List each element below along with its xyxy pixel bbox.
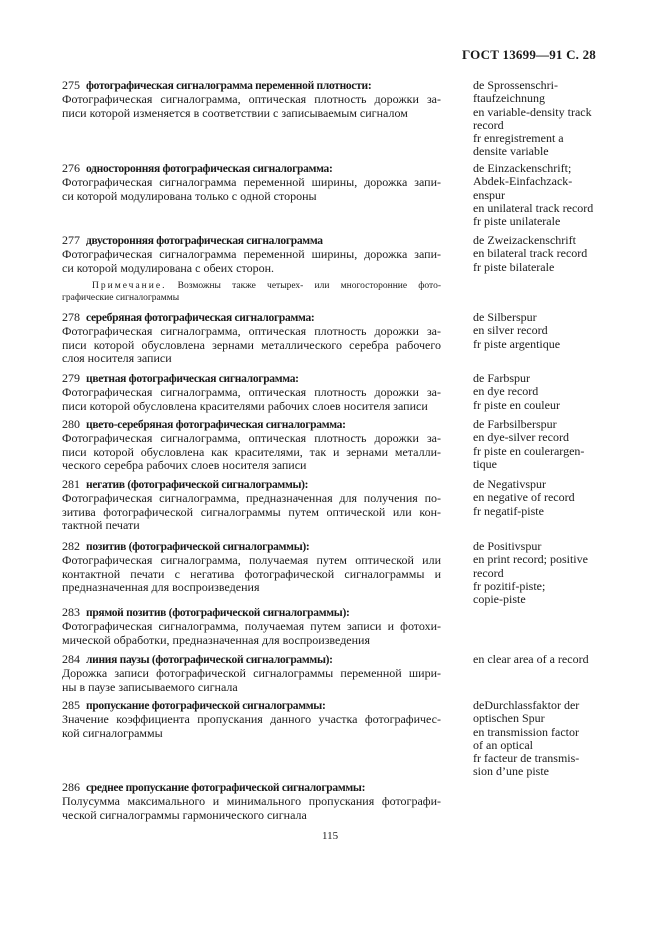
note-label: Примечание. (92, 281, 167, 291)
definition-line: Значение коэффициента пропускания данного участка фотографичес- (62, 712, 441, 727)
definition-line: писи которой обусловлена как красителями, так и зернами металли- (62, 444, 441, 459)
equivalent-line: en dye-silver record (473, 430, 569, 445)
term-entry (62, 162, 441, 203)
term-entry (62, 606, 441, 647)
note (62, 280, 441, 304)
foreign-equivalents (473, 162, 643, 228)
equivalent-line: sion d’une piste (473, 764, 549, 779)
term-entry (62, 79, 441, 120)
definition-line: кой сигналограммы (62, 725, 163, 740)
equivalent-line: en transmission factor (473, 724, 579, 739)
foreign-equivalents (473, 418, 643, 471)
foreign-equivalents (473, 699, 643, 779)
term-title (62, 372, 441, 386)
equivalent-line: fr piste en couleur (473, 397, 560, 412)
equivalent-line: de Zweizackenschrift (473, 233, 576, 247)
term-number: 278 (62, 310, 80, 324)
equivalent-line: de Negativspur (473, 477, 546, 491)
term-number: 280 (62, 417, 80, 431)
definition-line: си которой модулирована с обеих сторон. (62, 260, 274, 275)
equivalent-line: en dye record (473, 384, 539, 399)
term-name: цвето-серебряная фотографическая сигналограмма: (86, 419, 346, 431)
equivalent-line: de Positivspur (473, 539, 542, 553)
term-number: 275 (62, 78, 80, 92)
equivalent-line: enspur (473, 187, 505, 202)
term-number: 285 (62, 698, 80, 712)
equivalent-line: record (473, 117, 504, 132)
equivalent-line: en variable-density track (473, 104, 592, 119)
term-name: односторонняя фотографическая сигналограмма: (86, 163, 333, 175)
definition-line: си которой модулирована только с одной стороны (62, 188, 317, 203)
definition-line: Фотографическая сигналограмма, предназначенная для получения по- (62, 491, 441, 506)
term-entry (62, 372, 441, 413)
definition-line: Фотографическая сигналограмма, оптическая плотность дорожки за- (62, 385, 441, 400)
foreign-equivalents (473, 311, 643, 351)
term-title (62, 162, 441, 176)
foreign-equivalents (473, 234, 643, 274)
term-entry (62, 653, 441, 694)
foreign-equivalents (473, 372, 643, 412)
equivalent-line: optischen Spur (473, 711, 545, 726)
term-number: 282 (62, 539, 80, 553)
foreign-equivalents (473, 653, 643, 666)
definition-line: мической обработки, предназначенная для воспроизведения (62, 632, 370, 647)
term-name: двусторонняя фотографическая сигналограмма (86, 235, 323, 247)
equivalent-line: fr pozitif-piste; (473, 578, 546, 593)
definition-line: Фотографическая сигналограмма, оптическая плотность дорожки за- (62, 92, 441, 107)
term-entry (62, 781, 441, 822)
definition-line: ны в паузе записываемого сигнала (62, 679, 238, 694)
equivalent-line: fr enregistrement a (473, 131, 564, 146)
term-entry (62, 234, 441, 275)
foreign-equivalents (473, 540, 643, 606)
term-entry (62, 418, 441, 472)
term-name: цветная фотографическая сигналограмма: (86, 373, 299, 385)
foreign-equivalents (473, 478, 643, 518)
page-number: 115 (322, 830, 339, 842)
equivalent-line: en unilateral track record (473, 200, 594, 215)
definition-line: Фотографическая сигналограмма переменной ширины, дорожка запи- (62, 247, 441, 262)
definition-line: ческого серебра рабочих слоев носителя записи (62, 457, 307, 472)
definition-line: писи которой обусловлена красителями рабочих слоев носителя записи (62, 398, 428, 413)
equivalent-line: de Farbsilberspur (473, 417, 557, 431)
term-title (62, 311, 441, 325)
equivalent-line: fr piste argentique (473, 336, 561, 351)
definition-line: Фотографическая сигналограмма, получаемая путем записи и фотохи- (62, 619, 441, 634)
equivalent-line: en print record; positive (473, 552, 588, 567)
equivalent-line: deDurchlassfaktor der (473, 698, 580, 712)
equivalent-line: Abdek-Einfachzack- (473, 174, 573, 189)
term-number: 281 (62, 477, 80, 491)
term-title (62, 79, 441, 93)
equivalent-line: en negative of record (473, 490, 575, 505)
term-entry (62, 311, 441, 365)
equivalent-line: tique (473, 456, 497, 471)
equivalent-line: fr facteur de transmis- (473, 751, 580, 766)
equivalent-line: de Einzackenschrift; (473, 161, 572, 175)
definition-line: зитива фотографической сигналограммы путем оптической или кон- (62, 504, 441, 519)
equivalent-line: en clear area of a record (473, 652, 589, 666)
equivalent-line: fr piste unilaterale (473, 214, 561, 229)
definition-line: писи которой обусловлена зернами металлического серебра рабочего (62, 337, 441, 352)
equivalent-line: copie-piste (473, 592, 526, 607)
definition-line: Дорожка записи фотографической сигналограммы переменной шири- (62, 666, 441, 681)
term-number: 286 (62, 780, 80, 794)
definition-line: контактной печати с негатива фотографической сигналограммы и (62, 566, 441, 581)
equivalent-line: ftaufzeichnung (473, 91, 545, 106)
equivalent-line: de Farbspur (473, 371, 530, 385)
term-entry (62, 478, 441, 532)
term-number: 279 (62, 371, 80, 385)
term-name: фотографическая сигналограмма переменной плотности: (86, 80, 372, 92)
equivalent-line: of an optical (473, 737, 533, 752)
term-name: прямой позитив (фотографической сигналограммы): (86, 607, 350, 619)
term-name: негатив (фотографической сигналограммы): (86, 479, 309, 491)
term-title (62, 781, 441, 795)
term-name: позитив (фотографической сигналограммы): (86, 541, 310, 553)
term-title (62, 699, 441, 713)
page-header: ГОСТ 13699—91 С. 28 (462, 47, 596, 62)
term-number: 283 (62, 605, 80, 619)
definition-line: предназначенная для воспроизведения (62, 579, 260, 594)
term-number: 284 (62, 652, 80, 666)
term-title (62, 478, 441, 492)
term-title (62, 540, 441, 554)
term-title (62, 234, 441, 248)
term-name: линия паузы (фотографической сигналограммы): (86, 654, 333, 666)
equivalent-line: fr piste en coulerargen- (473, 443, 585, 458)
term-number: 276 (62, 161, 80, 175)
definition-line: Фотографическая сигналограмма переменной ширины, дорожка запи- (62, 175, 441, 190)
equivalent-line: fr piste bilaterale (473, 259, 555, 274)
definition-line: Полусумма максимального и минимального пропускания фотографи- (62, 794, 441, 809)
equivalent-line: de Silberspur (473, 310, 537, 324)
foreign-equivalents (473, 79, 643, 159)
definition-line: тактной печати (62, 517, 140, 532)
term-title (62, 606, 441, 620)
definition-line: Фотографическая сигналограмма, оптическая плотность дорожки за- (62, 431, 441, 446)
equivalent-line: de Sprossenschri- (473, 78, 558, 92)
term-title (62, 418, 441, 432)
note-line-1: Возможны также четырех- или многосторонние фото- (177, 281, 442, 291)
note-line-2: графические сигналограммы (62, 293, 180, 303)
term-entry (62, 540, 441, 594)
definition-line: Фотографическая сигналограмма, оптическая плотность дорожки за- (62, 324, 441, 339)
term-name: пропускание фотографической сигналограммы: (86, 700, 326, 712)
term-name: серебряная фотографическая сигналограмма: (86, 312, 315, 324)
equivalent-line: fr negatif-piste (473, 503, 544, 518)
definition-line: слоя носителя записи (62, 350, 172, 365)
term-title (62, 653, 441, 667)
equivalent-line: record (473, 565, 504, 580)
term-number: 277 (62, 233, 80, 247)
equivalent-line: en silver record (473, 323, 548, 338)
definition-line: ческой сигналограммы гармонического сигнала (62, 807, 307, 822)
term-entry (62, 699, 441, 740)
term-name: среднее пропускание фотографической сигналограммы: (86, 782, 366, 794)
definition-line: Фотографическая сигналограмма, получаемая путем оптической или (62, 553, 441, 568)
equivalent-line: en bilateral track record (473, 246, 588, 261)
equivalent-line: densite variable (473, 144, 549, 159)
definition-line: писи которой изменяется в соответствии с записываемым сигналом (62, 105, 408, 120)
